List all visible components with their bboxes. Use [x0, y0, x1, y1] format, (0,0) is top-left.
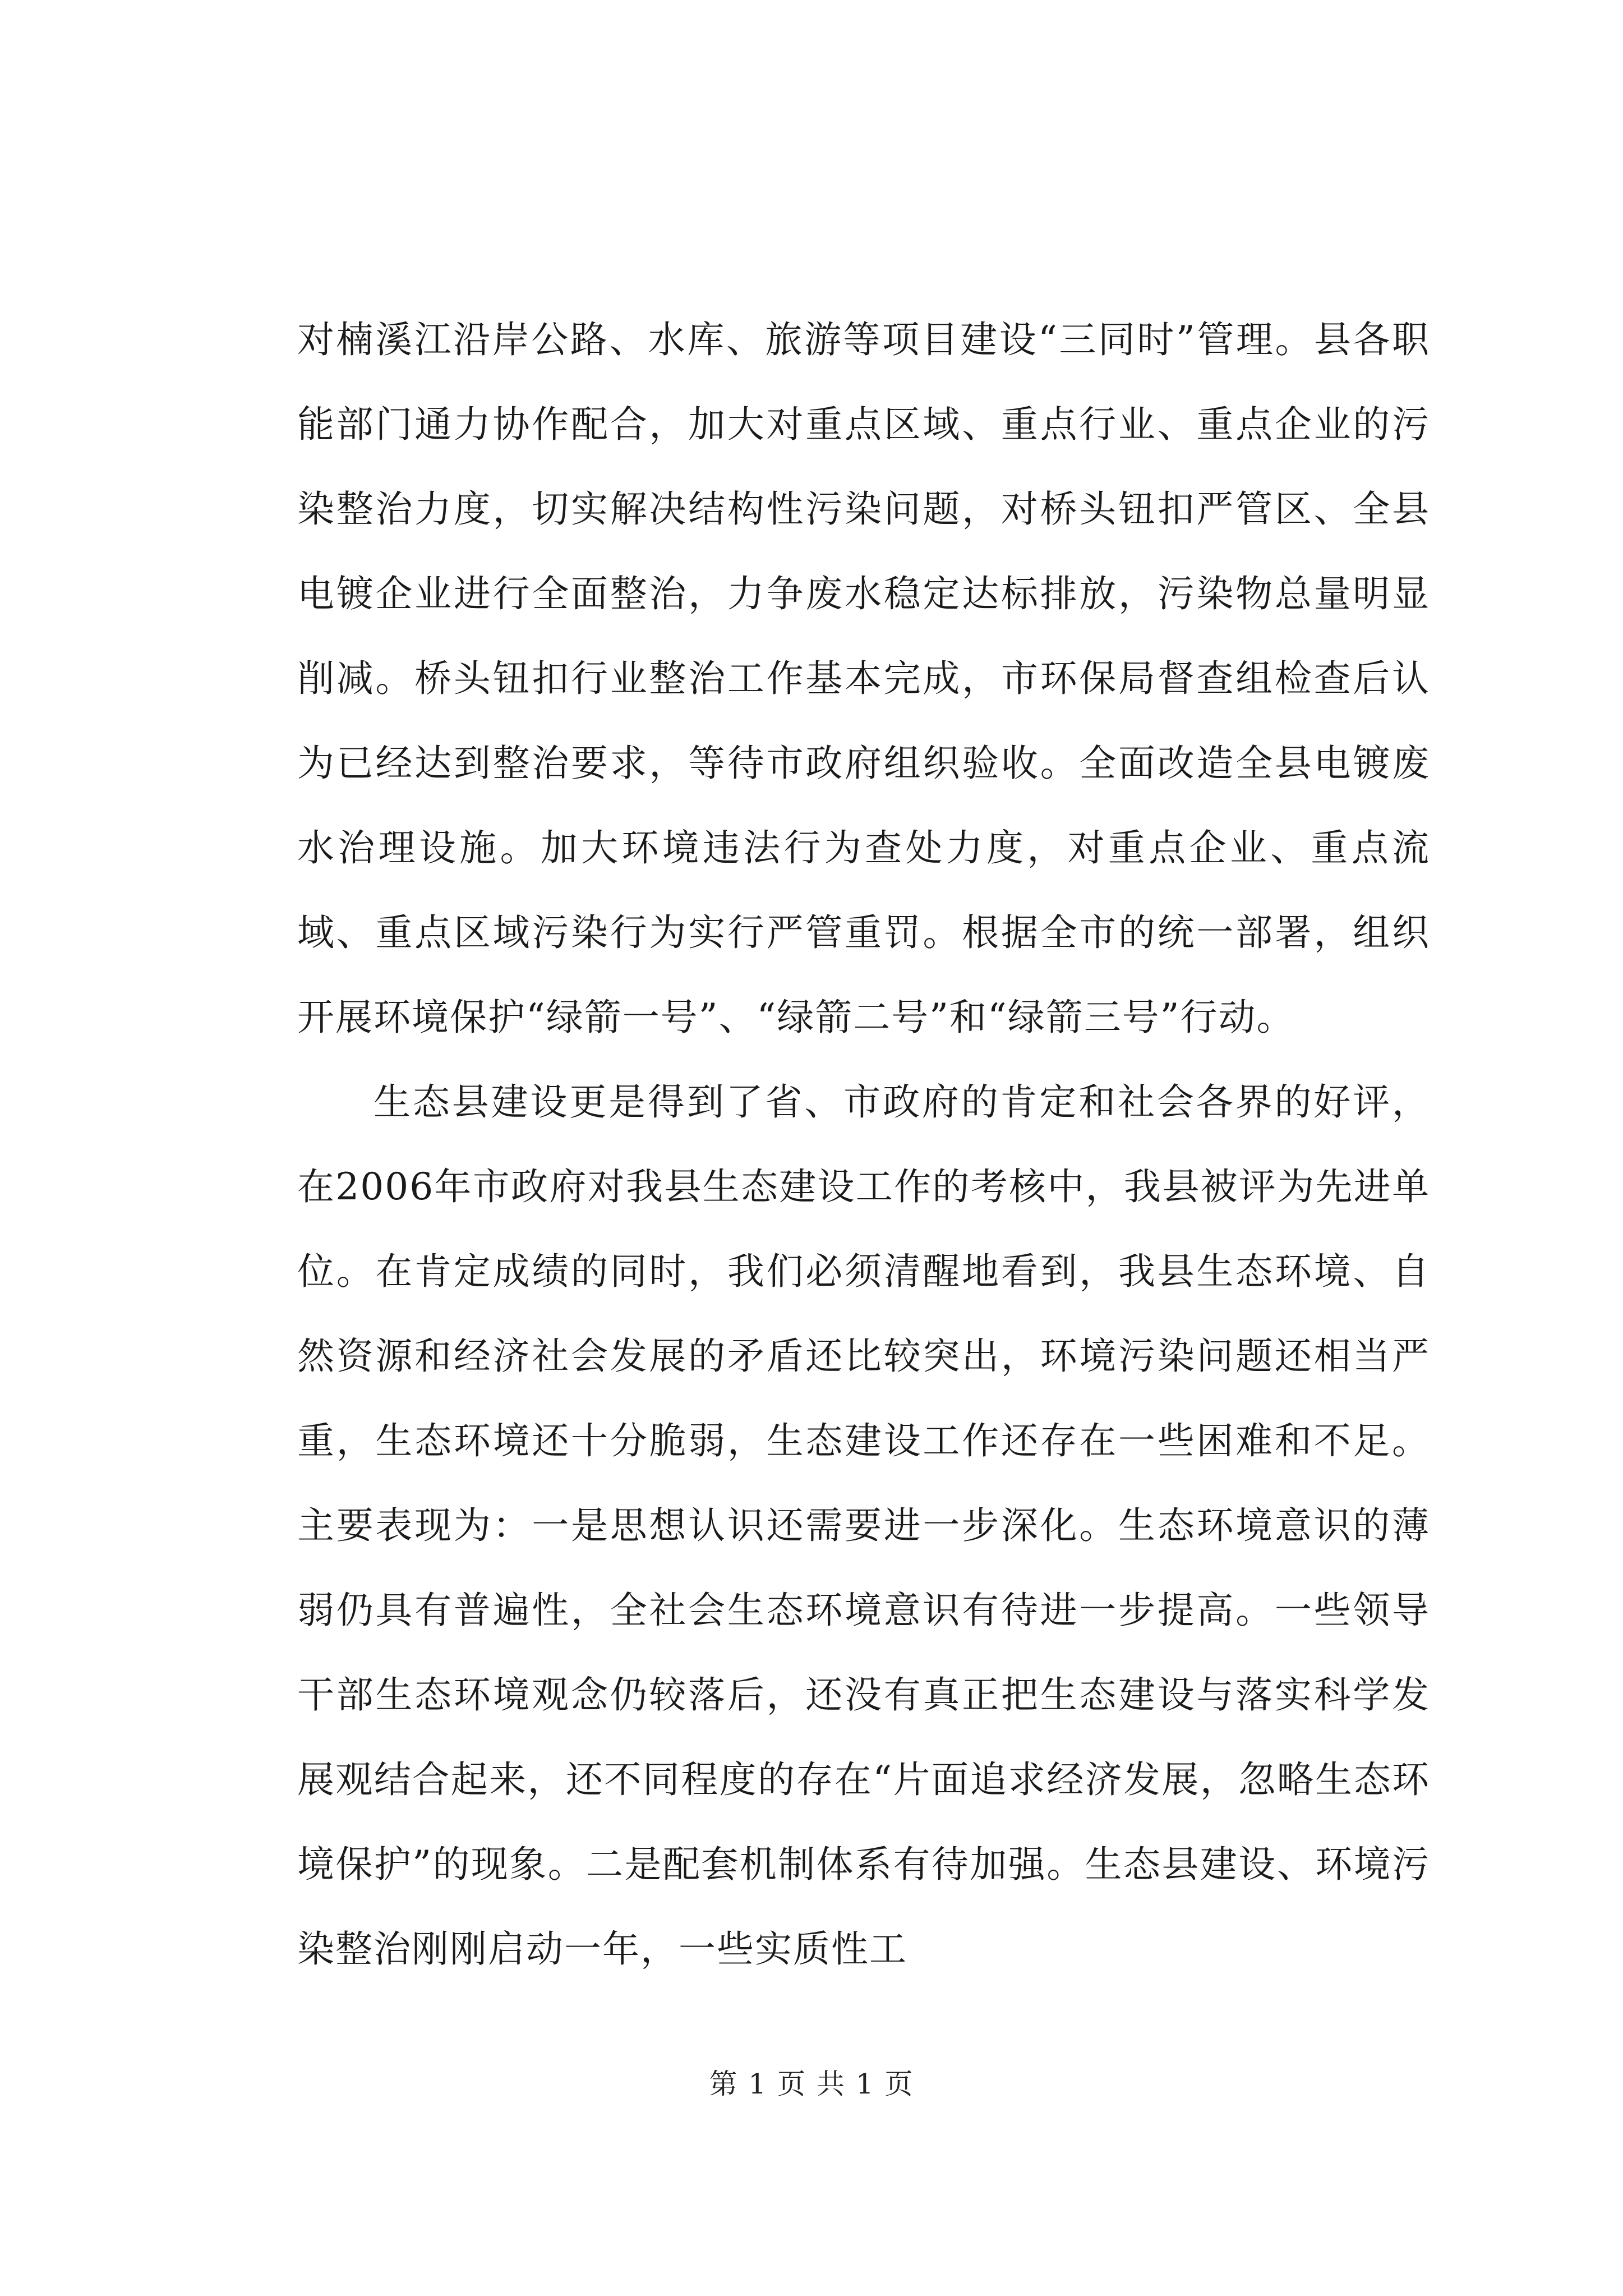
page-footer: 第 1 页 共 1 页	[709, 2068, 914, 2100]
document-body	[297, 297, 1430, 1991]
paragraph-1: 对楠溪江沿岸公路、水库、旅游等项目建设“三同时”管理。县各职能部门通力协作配合，加大对重点区域、重点行业、重点企业的污染整治力度，切实解决结构性污染问题，对桥头钮扣严管区、全县电镀企业进行全面整治，力争废水稳定达标排放，污染物总量明显削减。桥头钮扣行业整治工作基本完成，市环保局督查组检查后认为已经达到整治要求，等待市政府组织验收。全面改造全县电镀废水治理设施。加大环境违法行为查处力度，对重点企业、重点流域、重点区域污染行为实行严管重罚。根据全市的统一部署，组织开展环境保护“绿箭一号”、“绿箭二号”和“绿箭三号”行动。	[297, 318, 1430, 1039]
paragraph-2: 生态县建设更是得到了省、市政府的肯定和社会各界的好评，在2006年市政府对我县生态建设工作的考核中，我县被评为先进单位。在肯定成绩的同时，我们必须清醒地看到，我县生态环境、自然资源和经济社会发展的矛盾还比较突出，环境污染问题还相当严重，生态环境还十分脆弱，生态建设工作还存在一些困难和不足。主要表现为：一是思想认识还需要进一步深化。生态环境意识的薄弱仍具有普遍性，全社会生态环境意识有待进一步提高。一些领导干部生态环境观念仍较落后，还没有真正把生态建设与落实科学发展观结合起来，还不同程度的存在“片面追求经济发展，忽略生态环境保护”的现象。二是配套机制体系有待加强。生态县建设、环境污染整治刚刚启动一年，一些实质性工	[297, 1080, 1430, 1971]
